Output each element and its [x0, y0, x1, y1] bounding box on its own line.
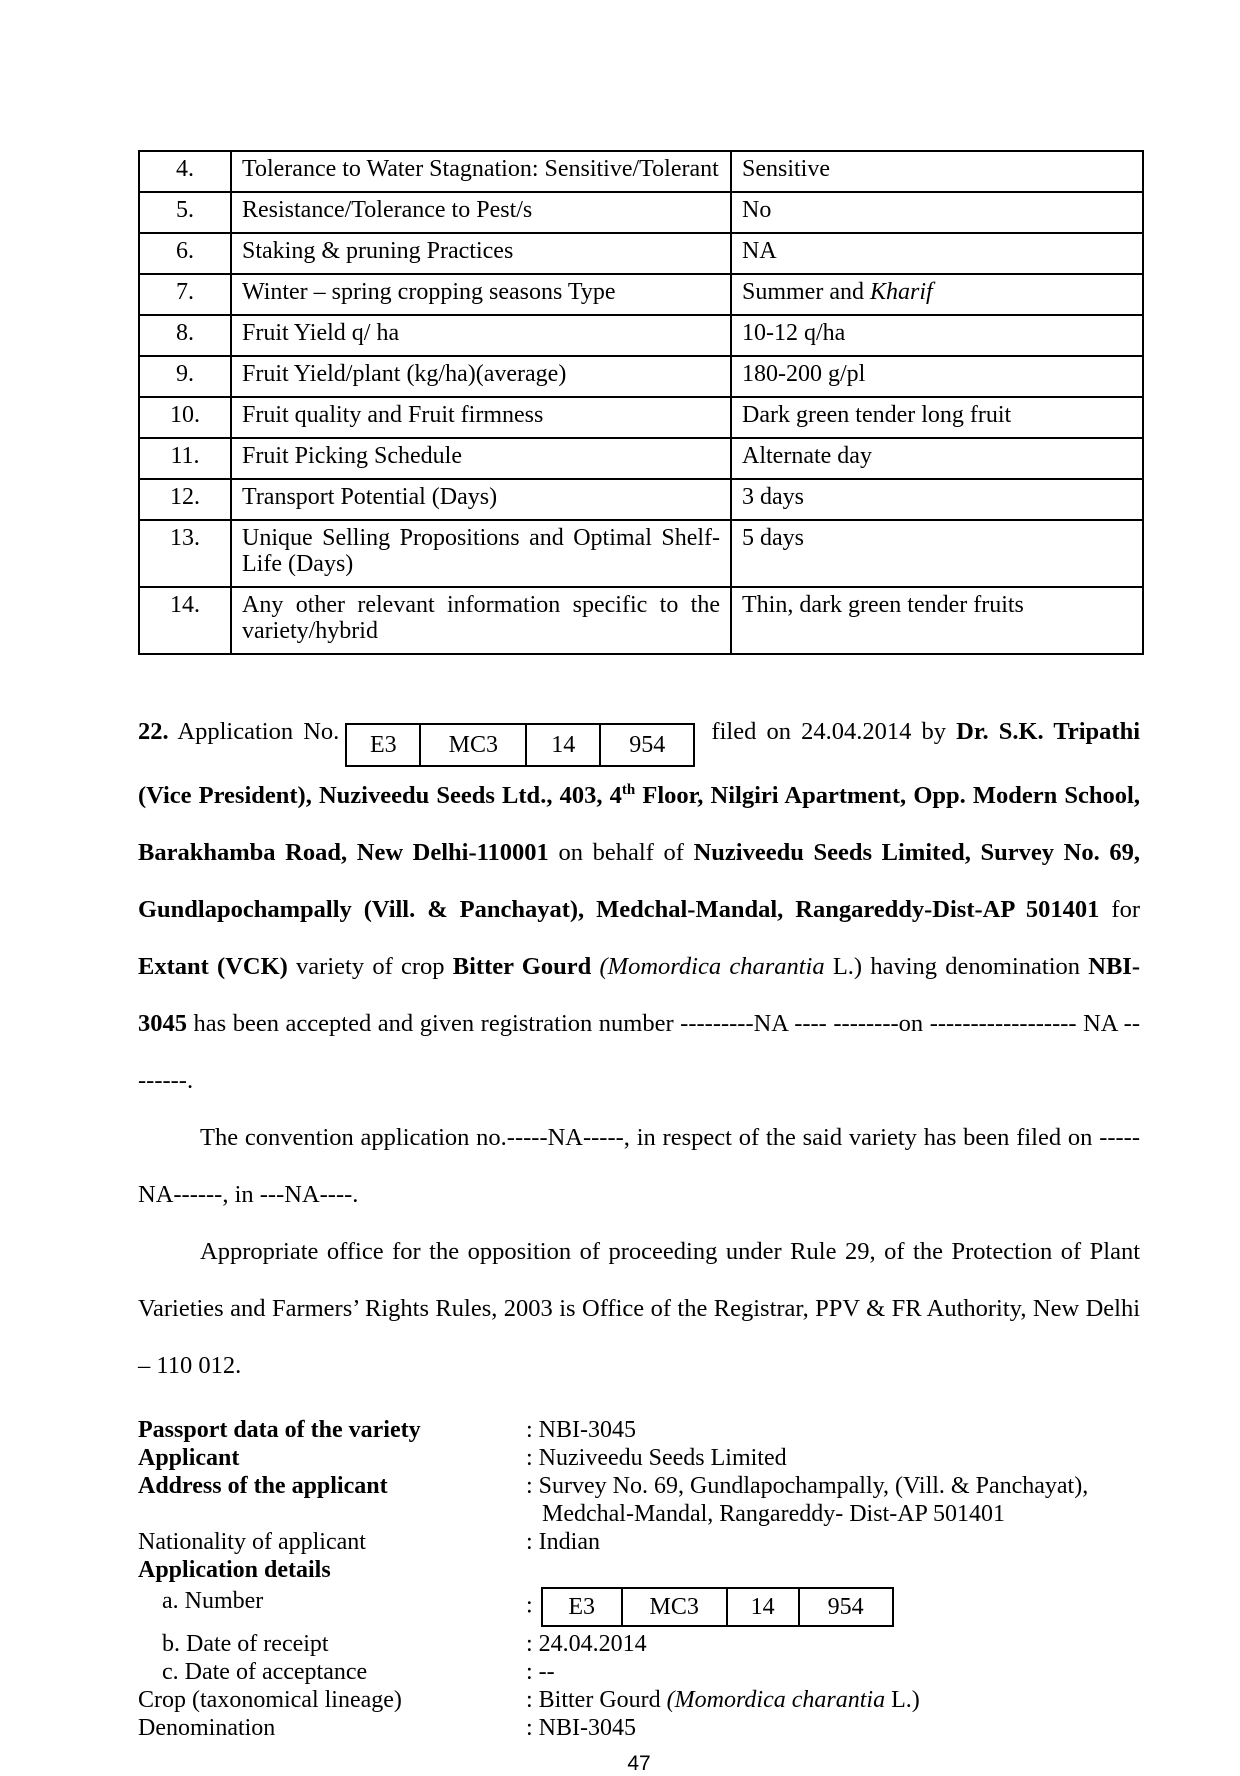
table-row	[139, 315, 1143, 356]
field-value: : --	[526, 1659, 555, 1685]
passport-section	[138, 1416, 1140, 1742]
denomination-bold: NBI-3045	[138, 953, 1140, 1037]
row-number-cell: 10.	[139, 397, 231, 438]
table-row	[139, 397, 1143, 438]
attribute-cell: Staking & pruning Practices	[231, 233, 731, 274]
field-value: : NBI-3045	[526, 1715, 636, 1741]
value-text: Sensitive	[742, 156, 830, 182]
paragraph-text: Application No.	[168, 718, 340, 745]
row-number-cell: 12.	[139, 479, 231, 520]
field-label: b. Date of receipt	[162, 1631, 329, 1657]
row-number-cell: 4.	[139, 151, 231, 192]
crop-text: L.)	[885, 1687, 920, 1713]
attribute-cell: Tolerance to Water Stagnation: Sensitive/Tolerant	[231, 151, 731, 192]
paragraph-text: variety of crop	[287, 953, 453, 980]
table-row	[139, 587, 1143, 654]
value-cell	[731, 479, 1143, 520]
row-number-cell: 13.	[139, 520, 231, 587]
attribute-cell: Resistance/Tolerance to Pest/s	[231, 192, 731, 233]
field-value	[526, 1686, 1140, 1714]
row-number-cell: 7.	[139, 274, 231, 315]
value-cell	[731, 520, 1143, 587]
office-paragraph: Appropriate office for the opposition of proceeding under Rule 29, of the Protection of Plant Varieties and Farmers’ Rights Rules, 2003 is Office of the Registrar, PPV & FR Authority, New Delhi – 110 012.	[138, 1238, 1140, 1379]
application-number-cell: MC3	[419, 723, 527, 767]
table-row	[139, 192, 1143, 233]
application-paragraph	[138, 703, 1140, 1109]
paragraph-text: for	[1099, 896, 1140, 923]
crop-name-bold: Bitter Gourd	[452, 953, 592, 980]
attribute-cell: Winter – spring cropping seasons Type	[231, 274, 731, 315]
passport-row	[138, 1686, 1140, 1714]
crop-text: : Bitter Gourd	[526, 1687, 667, 1713]
value-text: 10-12 q/ha	[742, 320, 846, 346]
field-value	[526, 1587, 1140, 1627]
paragraph-text: L.) having denomination	[824, 953, 1089, 980]
field-value: : Indian	[526, 1529, 600, 1555]
value-cell	[731, 192, 1143, 233]
value-cell	[731, 151, 1143, 192]
passport-row	[138, 1528, 1140, 1556]
address-line2: Medchal-Mandal, Rangareddy- Dist-AP 501401	[542, 1501, 1006, 1527]
attribute-cell: Fruit Yield q/ ha	[231, 315, 731, 356]
company-address-bold: Nuziveedu Seeds Limited, Survey No. 69, Gundlapochampally (Vill. & Panchayat), Medchal-Mandal, Rangareddy-Dist-AP 501401	[138, 839, 1141, 923]
row-number-cell: 14.	[139, 587, 231, 654]
row-number-cell: 8.	[139, 315, 231, 356]
attribute-cell: Any other relevant information specific to the variety/hybrid	[231, 587, 731, 654]
applicant-address-bold: Floor, Nilgiri Apartment, Opp. Modern School, Barakhamba Road, New Delhi-110001	[138, 782, 1140, 866]
field-value: : Nuziveedu Seeds Limited	[526, 1445, 787, 1471]
colon: :	[526, 1592, 533, 1619]
passport-row	[138, 1444, 1140, 1472]
ordinal-superscript: th	[621, 781, 636, 798]
row-number-cell: 6.	[139, 233, 231, 274]
table-row	[139, 274, 1143, 315]
attribute-cell: Fruit quality and Fruit firmness	[231, 397, 731, 438]
value-text: Alternate day	[742, 443, 872, 469]
applicant-name-bold: Dr. S.K. Tripathi (Vice President), Nuziveedu Seeds Ltd., 403, 4	[138, 718, 1141, 809]
field-label: Applicant	[138, 1445, 240, 1471]
application-number-cell: MC3	[621, 1587, 728, 1627]
field-label: c. Date of acceptance	[162, 1659, 368, 1685]
table-row	[139, 151, 1143, 192]
table-row	[139, 233, 1143, 274]
value-text: Summer and	[742, 279, 870, 305]
passport-row	[138, 1658, 1140, 1686]
address-line1: : Survey No. 69, Gundlapochampally, (Vill. & Panchayat),	[526, 1473, 1089, 1499]
passport-row	[138, 1630, 1140, 1658]
application-number-cell: 954	[599, 723, 695, 767]
passport-row	[138, 1714, 1140, 1742]
field-label: a. Number	[162, 1588, 264, 1614]
row-number-cell: 9.	[139, 356, 231, 397]
application-number-cell: 14	[525, 723, 601, 767]
paragraph-text	[591, 953, 599, 980]
value-cell	[731, 274, 1143, 315]
paragraph-text: on behalf of	[548, 839, 694, 866]
field-label: Application details	[138, 1557, 331, 1583]
field-label: Denomination	[138, 1715, 276, 1741]
value-text: No	[742, 197, 772, 223]
page-number: 47	[627, 1752, 651, 1775]
field-label: Address of the applicant	[138, 1473, 388, 1499]
table-row	[139, 479, 1143, 520]
passport-row-number	[138, 1587, 1140, 1627]
field-value: : 24.04.2014	[526, 1631, 647, 1657]
field-label: Crop (taxonomical lineage)	[138, 1687, 402, 1713]
application-number-cell: E3	[541, 1587, 623, 1627]
value-cell	[731, 315, 1143, 356]
application-number-cell: E3	[345, 723, 421, 767]
paragraph-text: filed on 24.04.2014 by	[701, 718, 957, 745]
attribute-cell: Fruit Picking Schedule	[231, 438, 731, 479]
value-text: Dark green tender long fruit	[742, 402, 1012, 428]
attribute-cell: Fruit Yield/plant (kg/ha)(average)	[231, 356, 731, 397]
botanical-name-italic: (Momordica charantia	[666, 1687, 886, 1713]
value-cell	[731, 356, 1143, 397]
application-number-box	[345, 723, 695, 767]
application-number-box	[541, 1587, 894, 1627]
value-cell	[731, 438, 1143, 479]
value-cell	[731, 233, 1143, 274]
attribute-cell: Transport Potential (Days)	[231, 479, 731, 520]
field-label: Passport data of the variety	[138, 1417, 421, 1443]
paragraph-number: 22.	[138, 718, 169, 745]
application-number-cell: 14	[726, 1587, 800, 1627]
value-text: Thin, dark green tender fruits	[742, 592, 1024, 618]
variety-characteristics-table	[138, 150, 1144, 655]
botanical-name-italic: (Momordica charantia	[599, 953, 825, 980]
value-cell	[731, 397, 1143, 438]
table-row	[139, 438, 1143, 479]
value-text: 3 days	[742, 484, 804, 510]
passport-row	[138, 1556, 1140, 1584]
value-text: NA	[742, 238, 777, 264]
row-number-cell: 5.	[139, 192, 231, 233]
convention-paragraph: The convention application no.-----NA-----, in respect of the said variety has been filed on -----NA------, in ---NA----.	[138, 1124, 1140, 1208]
row-number-cell: 11.	[139, 438, 231, 479]
field-value: : NBI-3045	[526, 1417, 636, 1443]
value-cell	[731, 587, 1143, 654]
value-text: 5 days	[742, 525, 804, 551]
passport-row	[138, 1416, 1140, 1444]
table-row	[139, 520, 1143, 587]
table-row	[139, 356, 1143, 397]
value-italic-text: Kharif	[869, 279, 933, 305]
attribute-cell: Unique Selling Propositions and Optimal Shelf-Life (Days)	[231, 520, 731, 587]
passport-row	[138, 1472, 1140, 1528]
variety-type-bold: Extant (VCK)	[138, 953, 288, 980]
field-label: Nationality of applicant	[138, 1529, 366, 1555]
paragraph-text: has been accepted and given registration number ---------NA ---- --------on ------------------ NA --------.	[138, 1010, 1140, 1094]
application-number-cell: 954	[798, 1587, 894, 1627]
value-text: 180-200 g/pl	[742, 361, 866, 387]
field-value	[526, 1472, 1140, 1528]
